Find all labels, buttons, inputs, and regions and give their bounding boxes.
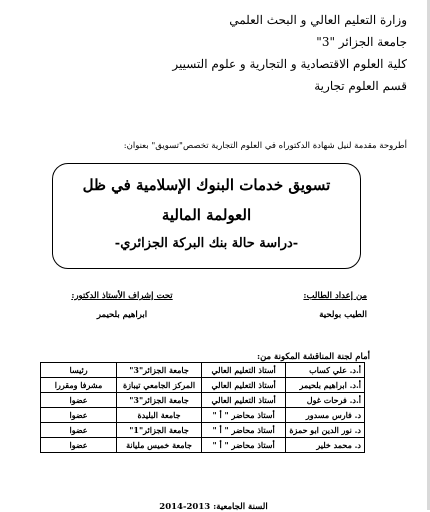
member-role: عضوا: [41, 423, 117, 438]
member-rank: أستاذ التعليم العالي: [201, 363, 285, 378]
member-rank: أستاذ التعليم العالي: [201, 378, 285, 393]
member-role: مشرفا ومقررا: [41, 378, 117, 393]
supervisor-name: ابراهيم بلحيمر: [96, 310, 148, 320]
member-name: د. نور الدين ابو حمزة: [286, 423, 365, 438]
committee-title: أمام لجنة المناقشة المكونة من:: [256, 352, 370, 362]
faculty-line: كلية العلوم الاقتصادية و التجارية و علوم التسيير: [172, 57, 407, 71]
member-role: عضوا: [41, 438, 117, 453]
academic-year: السنة الجامعية: 2013-2014: [159, 502, 268, 512]
table-row: [41, 423, 365, 438]
member-institution: جامعة الجزائر"1": [117, 423, 202, 438]
supervisor-label: تحت إشراف الأستاذ الدكتور:: [71, 291, 173, 301]
header: [17, 9, 407, 97]
title-box: [52, 163, 361, 269]
title-line-1: تسويق خدمات البنوك الإسلامية في ظل: [82, 176, 331, 194]
student-credit: [303, 291, 367, 320]
member-name: د. فارس مسدور: [286, 408, 365, 423]
member-institution: جامعة الجزائر"3": [117, 363, 202, 378]
committee-table: [40, 362, 365, 453]
member-institution: المركز الجامعي تيبازة: [117, 378, 202, 393]
student-label: من إعداد الطالب:: [303, 291, 367, 301]
member-institution: جامعة الجزائر"3": [117, 393, 202, 408]
supervisor-credit: [52, 291, 192, 320]
table-row: [41, 378, 365, 393]
table-row: [41, 408, 365, 423]
title-line-2: العولمة المالية: [161, 206, 252, 224]
member-rank: أستاذ محاضر " أ ": [201, 438, 285, 453]
member-role: رئيسا: [41, 363, 117, 378]
member-rank: أستاذ محاضر " أ ": [201, 408, 285, 423]
university-line: جامعة الجزائر "3": [316, 35, 407, 49]
member-name: د. محمد خلير: [286, 438, 365, 453]
member-role: عضوا: [41, 393, 117, 408]
member-name: أ.د. فرحات غول: [286, 393, 365, 408]
ministry-line: وزارة التعليم العالي و البحث العلمي: [229, 13, 407, 27]
table-row: [41, 363, 365, 378]
title-line-3: -دراسة حالة بنك البركة الجزائري-: [114, 236, 299, 251]
member-name: أ.د. علي كساب: [286, 363, 365, 378]
member-name: أ.د. ابراهيم بلحيمر: [286, 378, 365, 393]
member-institution: جامعة خميس مليانة: [117, 438, 202, 453]
department-line: قسم العلوم تجارية: [314, 79, 407, 93]
member-rank: أستاذ التعليم العالي: [201, 393, 285, 408]
table-row: [41, 438, 365, 453]
member-rank: أستاذ محاضر " أ ": [201, 423, 285, 438]
student-name: الطيب بولحية: [319, 310, 367, 320]
member-institution: جامعة البليدة: [117, 408, 202, 423]
member-role: عضوا: [41, 408, 117, 423]
table-row: [41, 393, 365, 408]
thesis-intro: أطروحة مقدمة لنيل شهادة الدكتوراه في العلوم التجارية تخصص"تسويق" بعنوان:: [123, 141, 407, 151]
